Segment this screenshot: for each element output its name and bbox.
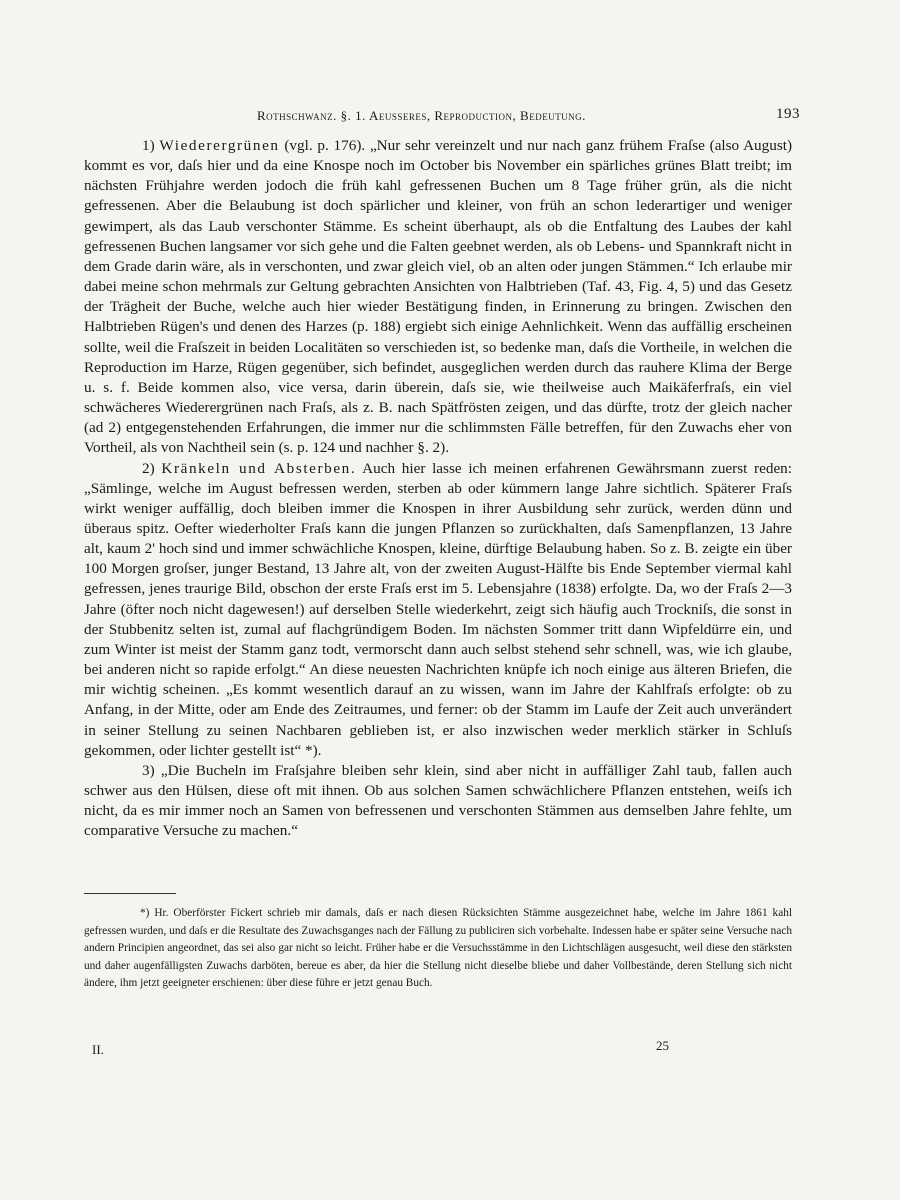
paragraph-text: (vgl. p. 176). „Nur sehr vereinzelt und nur nach ganz frühem Fraſse (also August) kommt es vor, daſs hier und da eine Knospe noch im October bis November ein spärliches grünes Blatt treibt; im nächsten Frühjahre werden jodoch die früh kahl gefressenen Buchen um 8 Tage früher grün, als die nicht gefressenen. Aber die Belaubung ist doch spärlicher und kleiner, von früh an schon lederartiger und weniger gewimpert, als das Laub verschonter Stämme. Es scheint überhaupt, als ob die Entfaltung des Laubes der kahl gefressenen Buchen langsamer vor sich gehe und die Falten geebnet werden, als ob Lebens- und Spannkraft nicht in dem Grade darin wäre, als in verschonten, und zwar gleich viel, ob an alten oder jungen Stämmen.“ Ich erlaube mir dabei meine schon mehrmals zur Geltung gebrachten Ansichten von Halbtrieben (Taf. 43, Fig. 4, 5) und das Gesetz der Trägheit der Buche, welche auch hier wieder Bestätigung finden, in Erinnerung zu bringen. Zwischen den Halbtrieben Rügen's und denen des Harzes (p. 188) ergiebt sich einige Aehnlichkeit. Wenn das auffällig erscheinen sollte, weil die Fraſszeit in beiden Localitäten so verschieden ist, so bedenke man, daſs die Vortheile, in welchen die Reproduction im Harze, Rügen gegenüber, sich befindet, ausgeglichen werden durch das rauhere Klima der Berge u. s. f. Beide kommen also, vice versa, darin überein, daſs sie, wie theilweise auch Maikäferfraſs, ein viel schwächeres Wiederergrünen nach Fraſs, als z. B. nach Spätfrösten zeigen, und das dürfte, trotz der gleich nacher (ad 2) entgegenstehenden Erfahrungen, die immer nur die schlimmsten Fälle betreffen, für den Zuwachs eher von Vortheil, als von Nachtheil sein (s. p. 124 und nachher §. 2). bbox=[84, 137, 793, 457]
footnote-divider bbox=[84, 893, 176, 894]
page-number: 193 bbox=[776, 106, 800, 122]
running-title: Rothschwanz. §. 1. Aeusseres, Reproduction, Bedeutung. bbox=[257, 108, 586, 123]
footnote-text: *) Hr. Oberförster Fickert schrieb mir damals, daſs er nach diesen Rücksichten Stämme ausgezeichnet habe, welche im Jahre 1861 kahl gefressen wurden, und daſs er die Resultate des Zuwachsganges nach der Fällung zu publiciren sich vorbehalte. Indessen habe er später seine Versuche nach andern Principien angeordnet, das sei also gar nicht so leicht. Früher habe er die Versuchsstämme in den Lichtschlägen ausgesucht, weil diese den stärksten und daher augenfälligsten Zuwachs darböten, bereue es aber, da hier die Stellung nicht dieselbe bliebe und daher Vollbestände, deren Stellung sich nicht ändere, ihm jetzt geeigneter erschienen: über diese führe er jetzt genau Buch. bbox=[84, 907, 792, 989]
paragraph-number: 3) bbox=[142, 761, 155, 779]
signature-mark: II. bbox=[92, 1042, 104, 1057]
paragraph-text: Auch hier lasse ich meinen erfahrenen Gewährsmann zuerst reden: „Sämlinge, welche im August befressen werden, sterben ab oder kümmern lange Jahre sichtlich. Späterer Fraſs wirkt weniger auffällig, doch bleiben immer die Knospen in ihrer Ausbildung sehr zurück, werden dünn und überaus spitz. Oefter wiederholter Fraſs kann die jungen Pflanzen so zurückhalten, daſs Samenpflanzen, 13 Jahre alt, kaum 2' hoch sind und immer schwächliche Knospen, kleine, dürftige Belaubung haben. So z. B. zeigte ein über 100 Morgen groſser, junger Bestand, 13 Jahre alt, von der zweiten August-Hälfte bis Ende September viermal kahl gefressen, jenes traurige Bild, obschon der erste Fraſs erst im 5. Lebensjahre (1838) erfolgte. Da, wo der Fraſs 2—3 Jahre (öfter noch nicht dagewesen!) auf derselben Stelle wiederkehrt, zeigt sich häufig auch Trockniſs, die sonst in der Stubbenitz selten ist, zumal auf flachgründigem Boden. Im nächsten Sommer tritt dann Wipfeldürre ein, und zum Winter ist meist der Stamm ganz todt, vermorscht dann auch selbst stehend sehr schnell, was, wie ich glaube, bei anderen nicht so rapide erfolgt.“ An diese neuesten Nachrichten knüpfe ich noch einige aus älteren Briefen, die mir wichtig scheinen. „Es kommt wesentlich darauf an zu wissen, wann im Jahre der Kahlfraſs erfolgte: ob zu Anfang, in der Mitte, oder am Ende des Zeitraumes, und ferner: ob der Stamm im Laufe der Zeit auch unverändert in seiner Stellung zu seinen Nachbaren geblieben ist, er also inzwischen weder merklich stärker in Schluſs gekommen, oder lichter gestellt ist“ *). bbox=[84, 459, 792, 759]
paragraph-1 bbox=[84, 136, 792, 459]
paragraph-heading: Kränkeln und Absterben. bbox=[161, 459, 357, 477]
footnote bbox=[84, 905, 792, 993]
paragraph-text: „Die Bucheln im Fraſsjahre bleiben sehr klein, sind aber nicht in auffälliger Zahl taub, fallen auch schwer aus den Hülsen, diese oft mit ihnen. Ob aus solchen Samen schwächlichere Pflanzen entstehen, weiſs ich nicht, da es mir immer noch an Samen von befressenen und verschonten Stämmen aus demselben Jahre fehlte, um comparative Versuche zu machen.“ bbox=[84, 761, 792, 840]
running-header bbox=[82, 108, 800, 128]
paragraph-2 bbox=[84, 459, 792, 761]
paragraph-number: 1) bbox=[142, 137, 155, 154]
paragraph-heading: Wiederergrünen bbox=[159, 137, 280, 154]
sheet-number: 25 bbox=[656, 1038, 669, 1053]
paragraph-number: 2) bbox=[142, 459, 155, 477]
main-text bbox=[84, 136, 792, 841]
paragraph-3 bbox=[84, 761, 792, 842]
